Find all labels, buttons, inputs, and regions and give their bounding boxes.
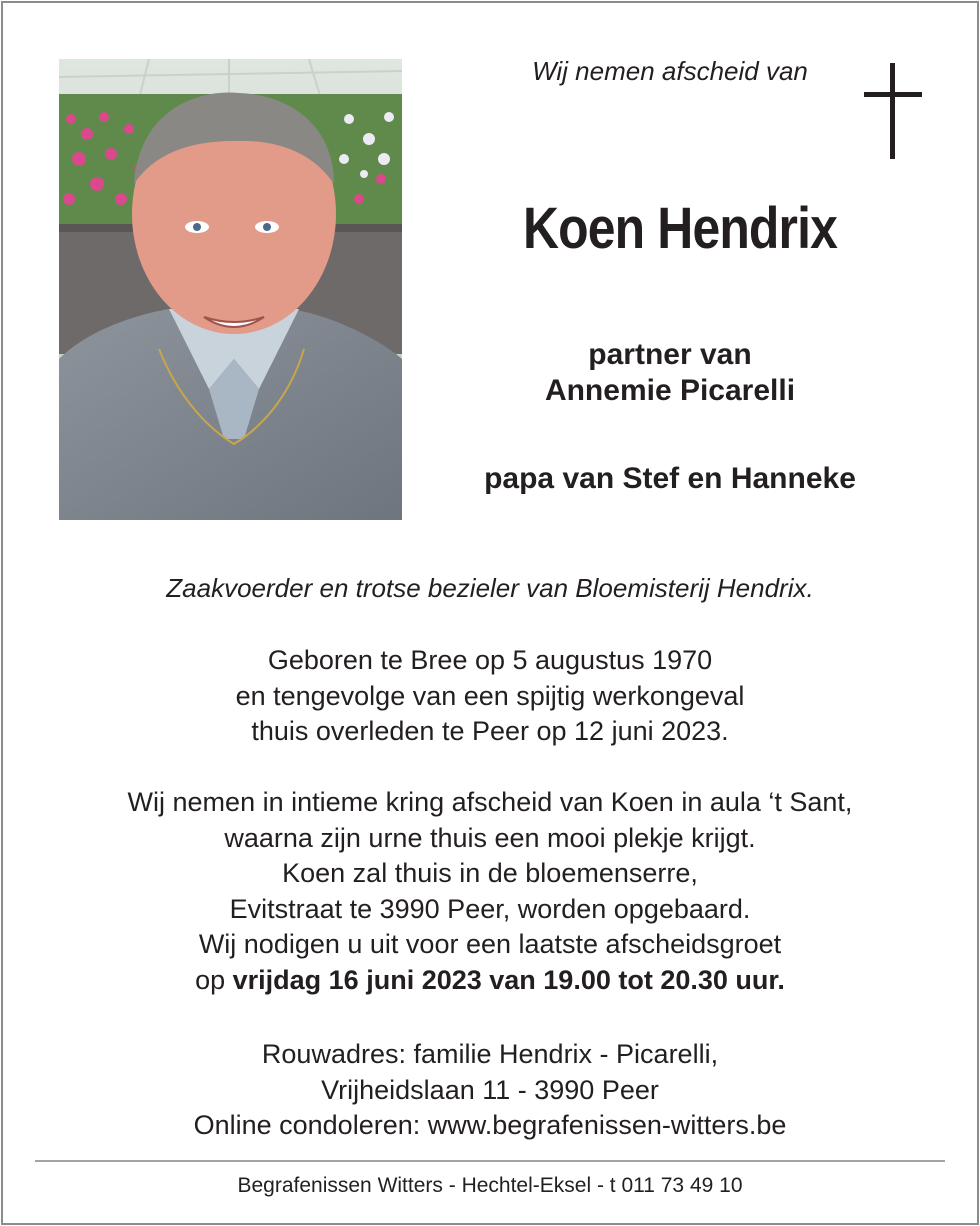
text-line: Geboren te Bree op 5 augustus 1970 xyxy=(267,645,713,675)
text-line: Evitstraat te 3990 Peer, worden opgebaard. xyxy=(229,893,751,924)
text-line: Wij nemen in intieme kring afscheid van Koen in aula ‘t Sant, xyxy=(127,787,853,817)
partner-info xyxy=(420,337,920,409)
text-line: thuis overleden te Peer op 12 juni 2023. xyxy=(251,716,729,746)
farewell-date-prefix: op xyxy=(195,964,226,995)
text-line: en tengevolge van een spijtig werkongeval xyxy=(235,680,745,711)
text-line: Koen zal thuis in de bloemenserre, xyxy=(282,858,698,888)
text-line: Wij nodigen u uit voor een laatste afscheidsgroet xyxy=(198,929,782,959)
portrait-photo xyxy=(59,59,402,520)
contact-paragraph xyxy=(0,1037,980,1144)
divider xyxy=(35,1160,945,1162)
farewell-intro: Wij nemen afscheid van xyxy=(532,56,808,86)
online-condolences: Online condoleren: www.begrafenissen-witters.be xyxy=(193,1110,787,1140)
children-info: papa van Stef en Hanneke xyxy=(484,462,856,495)
funeral-home-footer: Begrafenissen Witters - Hechtel-Eksel - t 011 73 49 10 xyxy=(237,1174,743,1197)
street-address: Vrijheidslaan 11 - 3990 Peer xyxy=(321,1074,659,1105)
farewell-date: vrijdag 16 juni 2023 van 19.00 tot 20.30 uur. xyxy=(232,964,785,995)
birth-death-paragraph xyxy=(0,643,980,750)
partner-line-1: partner van xyxy=(588,338,752,371)
mourning-address: Rouwadres: familie Hendrix - Picarelli, xyxy=(261,1039,719,1069)
cross-icon xyxy=(864,63,922,159)
text-line: waarna zijn urne thuis een mooi plekje krijgt. xyxy=(224,822,756,853)
deceased-name: Koen Hendrix xyxy=(523,196,837,261)
farewell-paragraph xyxy=(0,785,980,998)
partner-line-2: Annemie Picarelli xyxy=(544,374,796,407)
tagline: Zaakvoerder en trotse bezieler van Bloemisterij Hendrix. xyxy=(166,573,814,603)
farewell-date-line xyxy=(0,963,980,999)
